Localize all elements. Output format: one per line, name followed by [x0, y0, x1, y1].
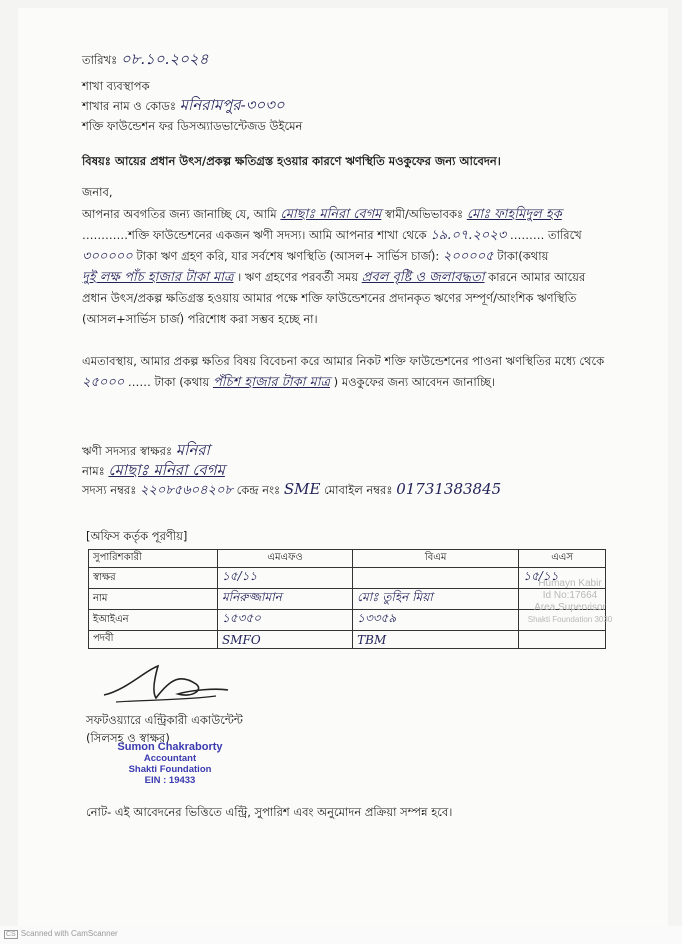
table-cell: SMFO: [218, 631, 353, 649]
balance-in-words: দুই লক্ষ পাঁচ হাজার টাকা মাত্র: [82, 270, 234, 285]
row-label: স্বাক্ষর: [89, 568, 218, 589]
table-cell: [519, 631, 606, 649]
mobile-number: 01731383845: [396, 480, 502, 498]
table-cell: মনিরুজ্জামান: [218, 589, 353, 610]
member-name-line: নামঃ মোছাঃ মনিরা বেগম: [82, 461, 225, 479]
waiver-in-words: পঁচিশ হাজার টাকা মাত্র: [212, 375, 331, 390]
branch-line: শাখার নাম ও কোডঃ মনিরামপুর-৩০৩০: [82, 96, 285, 114]
member-signature: মনিরা: [175, 441, 210, 459]
loan-balance: ২০০০০৫: [442, 249, 494, 264]
salutation: জনাব,: [82, 185, 113, 199]
camscanner-icon: CS: [6, 931, 16, 938]
date-line: তারিখঃ ০৮.১০.২০২৪: [82, 50, 209, 68]
branch-value: মনিরামপুর-৩০৩০: [179, 96, 285, 114]
column-header: এমএফও: [218, 550, 353, 568]
accountant-seal-note: (সিলসহ ও স্বাক্ষর): [86, 731, 170, 745]
table-cell: মোঃ তুহিন মিয়া: [353, 589, 519, 610]
center-number: SME: [283, 480, 321, 498]
applicant-name: মোছাঃ মনিরা বেগম: [280, 207, 382, 222]
husband-name: মোঃ ফাহমিদুল হক: [466, 207, 562, 222]
member-number: ২২০৮৫৬০৪২০৮: [139, 483, 233, 498]
table-cell: [353, 568, 519, 589]
accountant-line: সফটওয়্যারে এন্ট্রিকারী একাউন্টেন্ট: [86, 713, 243, 727]
table-cell: ১৫/১১: [218, 568, 353, 589]
table-cell: ১৫৩৫০: [218, 610, 353, 631]
accountant-signature: [96, 660, 236, 710]
footer-note: নোট- এই আবেদনের ভিত্তিতে এন্ট্রি, সুপারিশ এবং অনুমোদন প্রক্রিয়া সম্পন্ন হবে।: [86, 805, 453, 819]
loan-date: ১৯.০৭.২০২৩: [430, 228, 507, 243]
row-label: ইআইএন: [89, 610, 218, 631]
office-table-header: [89, 550, 606, 568]
table-row: [89, 631, 606, 649]
member-name: মোছাঃ মনিরা বেগম: [108, 461, 225, 479]
damage-reason: প্রবল বৃষ্টি ও জলাবদ্ধতা: [361, 270, 485, 285]
member-signature-line: ঋণী সদস্যর স্বাক্ষরঃ মনিরা: [82, 441, 210, 459]
column-header: এএস: [519, 550, 606, 568]
waiver-amount: ২৫০০০: [82, 375, 125, 390]
subject: বিষয়ঃ আয়ের প্রধান উৎস/প্রকল্প ক্ষতিগ্রস্ত হওয়ার কারণে ঋণস্থিতি মওকুফের জন্য আবেদন।: [82, 154, 501, 168]
scanner-watermark: CS Scanned with CamScanner: [6, 929, 118, 938]
body-paragraph-1: আপনার অবগতির জন্য জানাচ্ছি যে, আমি মোছাঃ মনিরা বেগম স্বামী/অভিভাবকঃ মোঃ ফাহমিদুল হক …………শক্তি ফাউন্ডেশনের একজন ঋণী সদস্য। আমি আপনার শাখা থেকে ১৯.০৭.২০২৩ ……… তারিখে ৩০০০০০ টাকা ঋণ গ্রহণ করি, যার সর্বশেষ ঋণস্থিতি (আসল+ সার্ভিস চার্জ): ২০০০০৫ টাকা(কথায় দুই লক্ষ পাঁচ হাজার টাকা মাত্র । ঋণ গ্রহণের পরবর্তী সময় প্রবল বৃষ্টি ও জলাবদ্ধতা কারনে আমার আয়ের প্রধান উৎস/প্রকল্প ক্ষতিগ্রস্ত হওয়ায় আমার পক্ষে শক্তি ফাউন্ডেশনের প্রদানকৃত ঋণের সম্পূর্ণ/আংশিক ঋণস্থিতি (আসল+সার্ভিস চার্জ) পরিশোধ করা সম্ভব হচ্ছে না।: [82, 207, 586, 326]
member-number-line: সদস্য নম্বরঃ ২২০৮৫৬০৪২০৮ কেন্দ্র নংঃ SME মোবাইল নম্বরঃ 01731383845: [82, 480, 502, 498]
organization-name: শক্তি ফাউন্ডেশন ফর ডিসঅ্যাডভান্টেজড উইমেন: [82, 119, 303, 133]
addressee-title: শাখা ব্যবস্থাপক: [82, 79, 150, 93]
loan-amount: ৩০০০০০: [82, 249, 133, 264]
date-value: ০৮.১০.২০২৪: [120, 50, 209, 68]
office-heading: [অফিস কর্তৃক পূরণীয়]: [86, 529, 188, 543]
table-cell: TBM: [353, 631, 519, 649]
row-label: পদবী: [89, 631, 218, 649]
accountant-stamp: Sumon Chakraborty Accountant Shakti Foundation EIN : 19433: [117, 741, 223, 786]
column-header: বিএম: [353, 550, 519, 568]
table-cell: ১৩৩৫৯: [353, 610, 519, 631]
supervisor-stamp: Humayn Kabir Id No:17664 Area Supervisor Shakti Foundation 3030: [527, 578, 613, 624]
body-paragraph-2: এমতাবস্থায়, আমার প্রকল্প ক্ষতির বিষয় বিবেচনা করে আমার নিকট শক্তি ফাউন্ডেশনের পাওনা ঋণস্থিতির মধ্যে থেকে ২৫০০০ …… টাকা (কথায় পঁচিশ হাজার টাকা মাত্র ) মওকুফের জন্য আবেদন জানাচ্ছি।: [82, 354, 605, 390]
row-label: নাম: [89, 589, 218, 610]
table-cell: ১৫/১১: [519, 568, 606, 589]
column-header: সুপারিশকারী: [89, 550, 218, 568]
